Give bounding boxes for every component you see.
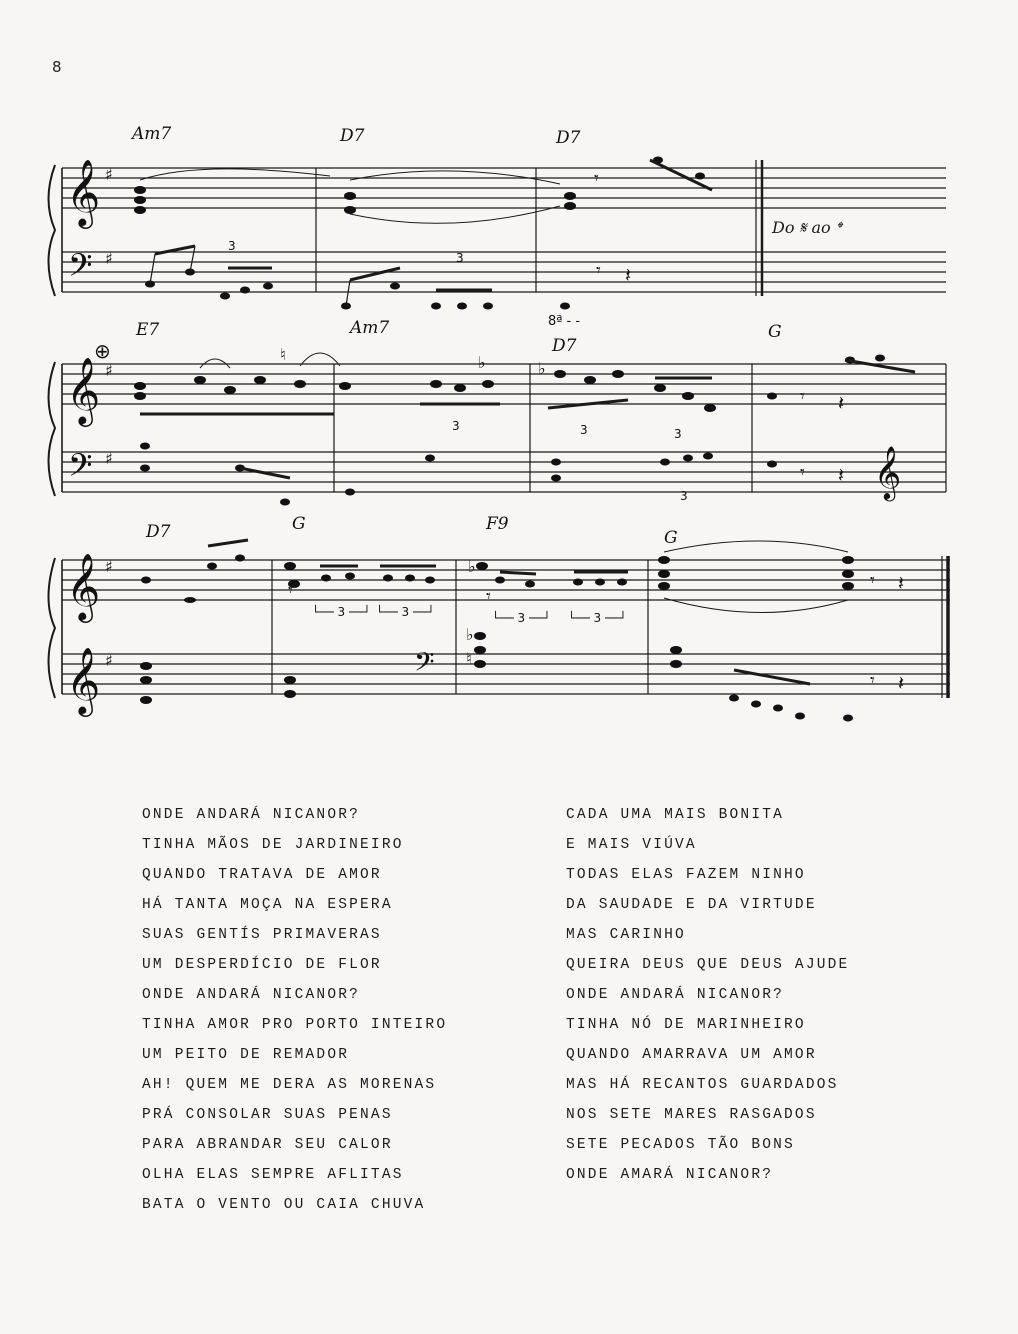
svg-text:3: 3 — [452, 419, 460, 433]
lyric-line: TINHA MÃOS DE JARDINEIRO — [142, 837, 404, 853]
lyric-line: MAS CARINHO — [566, 927, 686, 943]
lyric-line: ONDE ANDARÁ NICANOR? — [142, 807, 361, 823]
svg-text:♯: ♯ — [105, 361, 113, 380]
svg-text:𝄞: 𝄞 — [66, 646, 101, 714]
lyric-line: UM PEITO DE REMADOR — [142, 1047, 350, 1063]
svg-text:3: 3 — [580, 423, 588, 437]
lyrics-left-column — [142, 800, 447, 1220]
chord-symbol: D7 — [552, 336, 577, 356]
svg-text:♯: ♯ — [105, 165, 113, 184]
chord-symbol: F9 — [486, 514, 509, 534]
svg-text:♭: ♭ — [466, 625, 474, 644]
svg-text:𝄽: 𝄽 — [838, 463, 845, 487]
treble-staff-1 — [62, 168, 946, 208]
lyric-line: PRÁ CONSOLAR SUAS PENAS — [142, 1107, 393, 1123]
lyric-line: ONDE AMARÁ NICANOR? — [566, 1167, 774, 1183]
svg-text:└── 3 ──┘: └── 3 ──┘ — [312, 605, 371, 619]
svg-text:♮: ♮ — [466, 649, 472, 668]
svg-text:𝄢: 𝄢 — [68, 247, 93, 291]
system-2 — [49, 339, 947, 506]
lyric-line: CADA UMA MAIS BONITA — [566, 807, 785, 823]
svg-text:♮: ♮ — [280, 345, 286, 364]
lyric-line: BATA O VENTO OU CAIA CHUVA — [142, 1197, 426, 1213]
svg-text:𝄽: 𝄽 — [838, 391, 845, 415]
svg-text:𝄽: 𝄽 — [625, 263, 632, 287]
svg-text:3: 3 — [680, 489, 688, 503]
svg-text:𝄞: 𝄞 — [66, 552, 101, 620]
svg-text:𝄽: 𝄽 — [898, 571, 905, 595]
lyric-line: UM DESPERDÍCIO DE FLOR — [142, 957, 382, 973]
svg-text:└── 3 ──┘: └── 3 ──┘ — [376, 605, 435, 619]
lyric-line: SETE PECADOS TÃO BONS — [566, 1137, 795, 1153]
svg-text:3: 3 — [228, 239, 236, 253]
svg-text:⊕: ⊕ — [94, 339, 111, 363]
lyric-line: AH! QUEM ME DERA AS MORENAS — [142, 1077, 437, 1093]
chord-symbol: Am7 — [132, 124, 172, 144]
chord-symbol: D7 — [556, 128, 581, 148]
page-number: 8 — [52, 58, 62, 76]
lyric-line: DA SAUDADE E DA VIRTUDE — [566, 897, 817, 913]
lyric-line: OLHA ELAS SEMPRE AFLITAS — [142, 1167, 404, 1183]
dal-segno-instruction: Do 𝄋 ao 𝄌 — [772, 218, 842, 237]
lyric-line: QUANDO TRATAVA DE AMOR — [142, 867, 382, 883]
svg-text:𝄞: 𝄞 — [66, 356, 101, 424]
lyric-line: TODAS ELAS FAZEM NINHO — [566, 867, 806, 883]
lyric-line: PARA ABRANDAR SEU CALOR — [142, 1137, 393, 1153]
lyric-line: SUAS GENTÍS PRIMAVERAS — [142, 927, 382, 943]
chord-symbol: G — [768, 322, 782, 342]
svg-text:♯: ♯ — [105, 651, 113, 670]
chord-symbol: G — [292, 514, 306, 534]
lyric-line: ONDE ANDARÁ NICANOR? — [142, 987, 361, 1003]
svg-text:3: 3 — [456, 251, 464, 265]
chord-symbol: E7 — [136, 320, 160, 340]
svg-text:└── 3 ──┘: └── 3 ──┘ — [568, 611, 627, 625]
svg-text:𝄾: 𝄾 — [486, 586, 491, 607]
svg-text:♯: ♯ — [105, 449, 113, 468]
svg-text:𝄢: 𝄢 — [414, 646, 435, 684]
svg-text:𝄾: 𝄾 — [800, 386, 805, 407]
svg-text:𝄾: 𝄾 — [288, 580, 293, 601]
svg-text:8ª - -: 8ª - - — [548, 314, 581, 329]
svg-text:♭: ♭ — [478, 353, 486, 372]
system-3 — [49, 540, 951, 722]
lyric-line: NOS SETE MARES RASGADOS — [566, 1107, 817, 1123]
system-1 — [49, 157, 947, 330]
svg-text:♯: ♯ — [105, 557, 113, 576]
chord-symbol: Am7 — [350, 318, 390, 338]
svg-text:𝄞: 𝄞 — [874, 445, 902, 499]
chord-symbol: G — [664, 528, 678, 548]
svg-text:𝄽: 𝄽 — [898, 671, 905, 695]
svg-text:𝄾: 𝄾 — [870, 670, 875, 691]
lyric-line: QUEIRA DEUS QUE DEUS AJUDE — [566, 957, 850, 973]
svg-text:𝄾: 𝄾 — [870, 570, 875, 591]
svg-text:♭: ♭ — [468, 557, 476, 576]
chord-symbol: D7 — [146, 522, 171, 542]
lyric-line: E MAIS VIÚVA — [566, 837, 697, 853]
lyric-line: TINHA NÓ DE MARINHEIRO — [566, 1017, 806, 1033]
chord-symbol: D7 — [340, 126, 365, 146]
lyric-line: QUANDO AMARRAVA UM AMOR — [566, 1047, 817, 1063]
lyric-line: MAS HÁ RECANTOS GUARDADOS — [566, 1077, 839, 1093]
lyric-line: ONDE ANDARÁ NICANOR? — [566, 987, 785, 1003]
svg-text:𝄾: 𝄾 — [594, 168, 599, 189]
svg-text:♭: ♭ — [538, 359, 546, 378]
svg-text:𝄞: 𝄞 — [66, 158, 101, 226]
svg-text:𝄢: 𝄢 — [68, 447, 93, 491]
svg-text:└── 3 ──┘: └── 3 ──┘ — [492, 611, 551, 625]
lyric-line: HÁ TANTA MOÇA NA ESPERA — [142, 897, 393, 913]
svg-text:𝄾: 𝄾 — [800, 462, 805, 483]
lyrics-right-column — [566, 800, 849, 1190]
svg-text:𝄾: 𝄾 — [596, 260, 601, 281]
svg-text:♯: ♯ — [105, 249, 113, 268]
lyric-line: TINHA AMOR PRO PORTO INTEIRO — [142, 1017, 448, 1033]
svg-text:3: 3 — [674, 427, 682, 441]
